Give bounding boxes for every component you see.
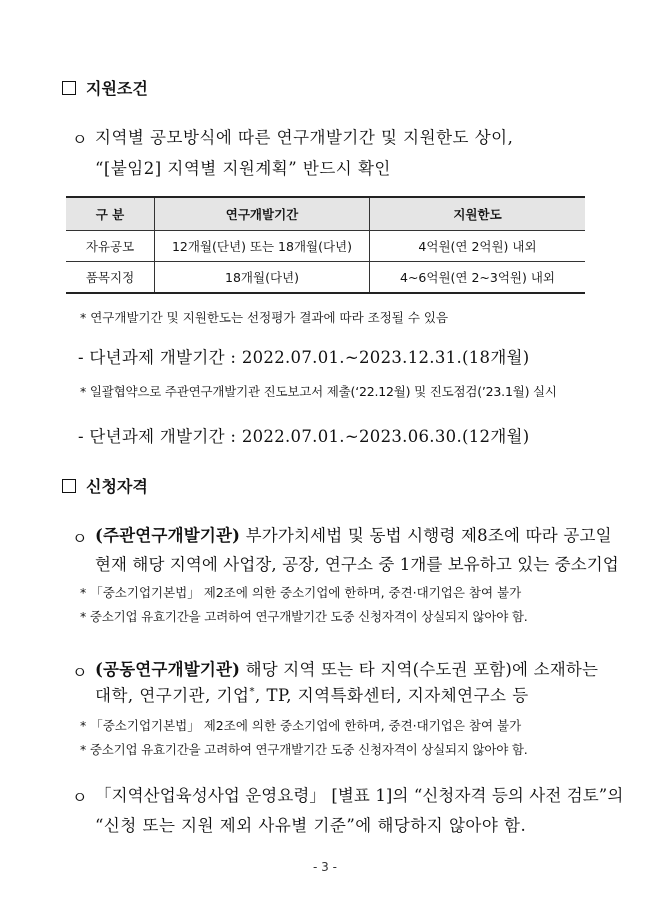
table-row — [66, 262, 585, 294]
eligibility-item-line: 대학, 연구기관, 기업*, TP, 지역특화센터, 지자체연구소 등 — [95, 686, 529, 705]
conditions-bullet-line1: 지역별 공모방식에 따른 연구개발기간 및 지원한도 상이, — [95, 128, 514, 147]
table-cell: 12개월(단년) 또는 18개월(다년) — [155, 231, 370, 262]
eligibility-item-line: “신청 또는 지원 제외 사유별 기준”에 해당하지 않아야 함. — [95, 816, 527, 835]
table-header-row — [66, 197, 585, 231]
table-header-cell: 연구개발기간 — [155, 197, 370, 231]
checkbox-square-icon — [62, 81, 76, 95]
page-number: - 3 - — [313, 860, 337, 874]
conditions-bullet-line2: “[붙임2] 지역별 지원계획” 반드시 확인 — [95, 159, 391, 178]
eligibility-item-lead: (주관연구개발기관) 부가가치세법 및 동법 시행령 제8조에 따라 공고일 — [95, 526, 612, 545]
table-header-cell: 지원한도 — [370, 197, 586, 231]
footnote: * 연구개발기간 및 지원한도는 선정평가 결과에 따라 조정될 수 있음 — [80, 310, 449, 325]
footnote: * 일괄협약으로 주관연구개발기관 진도보고서 제출(‘22.12월) 및 진도점검(’23.1월) 실시 — [80, 384, 557, 399]
table-cell: 4~6억원(연 2~3억원) 내외 — [370, 262, 586, 294]
multi-year-period: - 다년과제 개발기간 : 2022.07.01.~2023.12.31.(18개월) — [78, 348, 530, 367]
table-cell: 18개월(다년) — [155, 262, 370, 294]
table-cell: 자유공모 — [66, 231, 155, 262]
bullet-marker: ㅇ — [72, 788, 88, 807]
bullet-marker: ㅇ — [72, 130, 88, 149]
bullet-marker: ㅇ — [72, 663, 88, 682]
single-year-period: - 단년과제 개발기간 : 2022.07.01.~2023.06.30.(12개월) — [78, 427, 530, 446]
footnote: * 중소기업 유효기간을 고려하여 연구개발기간 도중 신청자격이 상실되지 않아야 함. — [80, 742, 528, 757]
table-cell: 품목지정 — [66, 262, 155, 294]
footnote: * 「중소기업기본법」 제2조에 의한 중소기업에 한하며, 중견·대기업은 참여 불가 — [80, 718, 522, 733]
table-cell: 4억원(연 2억원) 내외 — [370, 231, 586, 262]
table-header-cell: 구 분 — [66, 197, 155, 231]
eligibility-item-line: 현재 해당 지역에 사업장, 공장, 연구소 중 1개를 보유하고 있는 중소기업 — [95, 555, 619, 574]
footnote: * 「중소기업기본법」 제2조에 의한 중소기업에 한하며, 중견·대기업은 참여 불가 — [80, 585, 522, 600]
section-heading-eligibility: 신청자격 — [62, 474, 148, 497]
checkbox-square-icon — [62, 479, 76, 493]
support-conditions-table — [66, 196, 585, 294]
eligibility-item-lead: 「지역산업육성사업 운영요령」 [별표 1]의 “신청자격 등의 사전 검토”의 — [95, 786, 624, 805]
table-row — [66, 231, 585, 262]
footnote: * 중소기업 유효기간을 고려하여 연구개발기간 도중 신청자격이 상실되지 않아야 함. — [80, 609, 528, 624]
section-heading-conditions: 지원조건 — [62, 76, 148, 99]
eligibility-item-lead: (공동연구개발기관) 해당 지역 또는 타 지역(수도권 포함)에 소재하는 — [95, 660, 599, 679]
bullet-marker: ㅇ — [72, 529, 88, 548]
